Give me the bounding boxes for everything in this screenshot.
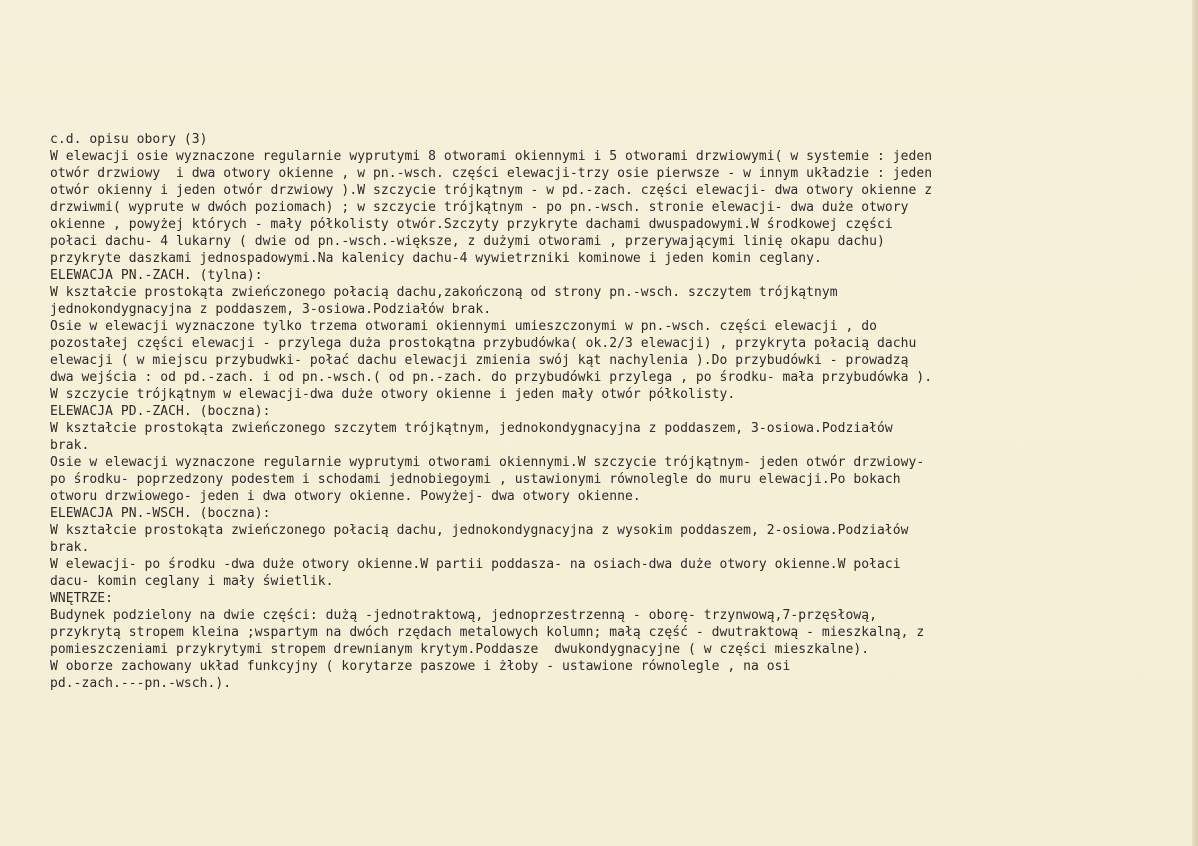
text-line: Osie w elewacji wyznaczone tylko trzema otworami okiennymi umieszczonymi w pn.-wsch. części elewacji , do bbox=[50, 319, 878, 334]
text-line: otwór okienny i jeden otwór drzwiowy ).W szczycie trójkątnym - w pd.-zach. części elewacji- dwa otwory okienne z bbox=[50, 183, 933, 198]
text-line: c.d. opisu obory (3) bbox=[50, 132, 208, 147]
text-line: brak. bbox=[50, 438, 90, 453]
text-line: elewacji ( w miejscu przybudwki- połać dachu elewacji zmienia swój kąt nachylenia ).Do przybudówki - prowadzą bbox=[50, 353, 909, 368]
page-edge bbox=[1192, 0, 1198, 846]
text-line: przykryte daszkami jednospadowymi.Na kalenicy dachu-4 wywietrzniki kominowe i jeden komin ceglany. bbox=[50, 251, 822, 266]
text-line: W elewacji osie wyznaczone regularnie wyprutymi 8 otworami okiennymi i 5 otworami drzwiowymi( w systemie : jeden bbox=[50, 149, 933, 164]
text-line: Osie w elewacji wyznaczone regularnie wyprutymi otworami okiennymi.W szczycie trójkątnym- jeden otwór drzwiowy- bbox=[50, 455, 925, 470]
text-line: WNĘTRZE: bbox=[50, 591, 114, 606]
text-line: Budynek podzielony na dwie części: dużą -jednotraktową, jednoprzestrzenną - oborę- trzynwową,7-przęsłową, bbox=[50, 608, 878, 623]
text-line: pozostałej części elewacji - przylega duża prostokątna przybudówka( ok.2/3 elewacji) , przykryta połacią dachu bbox=[50, 336, 917, 351]
typewritten-text bbox=[50, 131, 1162, 692]
text-line: dwa wejścia : od pd.-zach. i od pn.-wsch.( od pn.-zach. do przybudówki przylega , po środku- mała przybudówka ). bbox=[50, 370, 933, 385]
text-line: ELEWACJA PN.-ZACH. (tylna): bbox=[50, 268, 263, 283]
text-line: dacu- komin ceglany i mały świetlik. bbox=[50, 574, 334, 589]
text-line: po środku- poprzedzony podestem i schodami jednobiegoymi , ustawionymi równolegle do muru elewacji.Po bokach bbox=[50, 472, 901, 487]
text-line: otwór drzwiowy i dwa otwory okienne , w pn.-wsch. części elewacji-trzy osie pierwsze - w innym układzie : jeden bbox=[50, 166, 933, 181]
text-line: pomieszczeniami przykrytymi stropem drewnianym krytym.Poddasze dwukondygnacyjne ( w części mieszkalne). bbox=[50, 642, 870, 657]
text-line: ELEWACJA PD.-ZACH. (boczna): bbox=[50, 404, 271, 419]
text-line: jednokondygnacyjna z poddaszem, 3-osiowa.Podziałów brak. bbox=[50, 302, 492, 317]
text-line: W oborze zachowany układ funkcyjny ( korytarze paszowe i żłoby - ustawione równolegle , na osi bbox=[50, 659, 791, 674]
text-line: W kształcie prostokąta zwieńczonego połacią dachu, jednokondygnacyjna z wysokim poddaszem, 2-osiowa.Podziałów bbox=[50, 523, 909, 538]
text-line: W szczycie trójkątnym w elewacji-dwa duże otwory okienne i jeden mały otwór półkolisty. bbox=[50, 387, 736, 402]
text-line: otworu drzwiowego- jeden i dwa otwory okienne. Powyżej- dwa otwory okienne. bbox=[50, 489, 641, 504]
text-line: przykrytą stropem kleina ;wspartym na dwóch rzędach metalowych kolumn; małą część - dwutraktową - mieszkalną, z bbox=[50, 625, 925, 640]
text-line: brak. bbox=[50, 540, 90, 555]
text-line: okienne , powyżej których - mały półkolisty otwór.Szczyty przykryte dachami dwuspadowymi.W środkowej części bbox=[50, 217, 893, 232]
text-line: drzwiwmi( wyprute w dwóch poziomach) ; w szczycie trójkątnym - po pn.-wsch. stronie elewacji- dwa duże otwory bbox=[50, 200, 909, 215]
text-line: pd.-zach.---pn.-wsch.). bbox=[50, 676, 232, 691]
text-line: ELEWACJA PN.-WSCH. (boczna): bbox=[50, 506, 271, 521]
text-line: W kształcie prostokąta zwieńczonego szczytem trójkątnym, jednokondygnacyjna z poddaszem, 3-osiowa.Podziałów bbox=[50, 421, 893, 436]
text-line: połaci dachu- 4 lukarny ( dwie od pn.-wsch.-większe, z dużymi otworami , przerywającymi linię okapu dachu) bbox=[50, 234, 885, 249]
text-line: W elewacji- po środku -dwa duże otwory okienne.W partii poddasza- na osiach-dwa duże otwory okienne.W połaci bbox=[50, 557, 901, 572]
text-line: W kształcie prostokąta zwieńczonego połacią dachu,zakończoną od strony pn.-wsch. szczytem trójkątnym bbox=[50, 285, 838, 300]
